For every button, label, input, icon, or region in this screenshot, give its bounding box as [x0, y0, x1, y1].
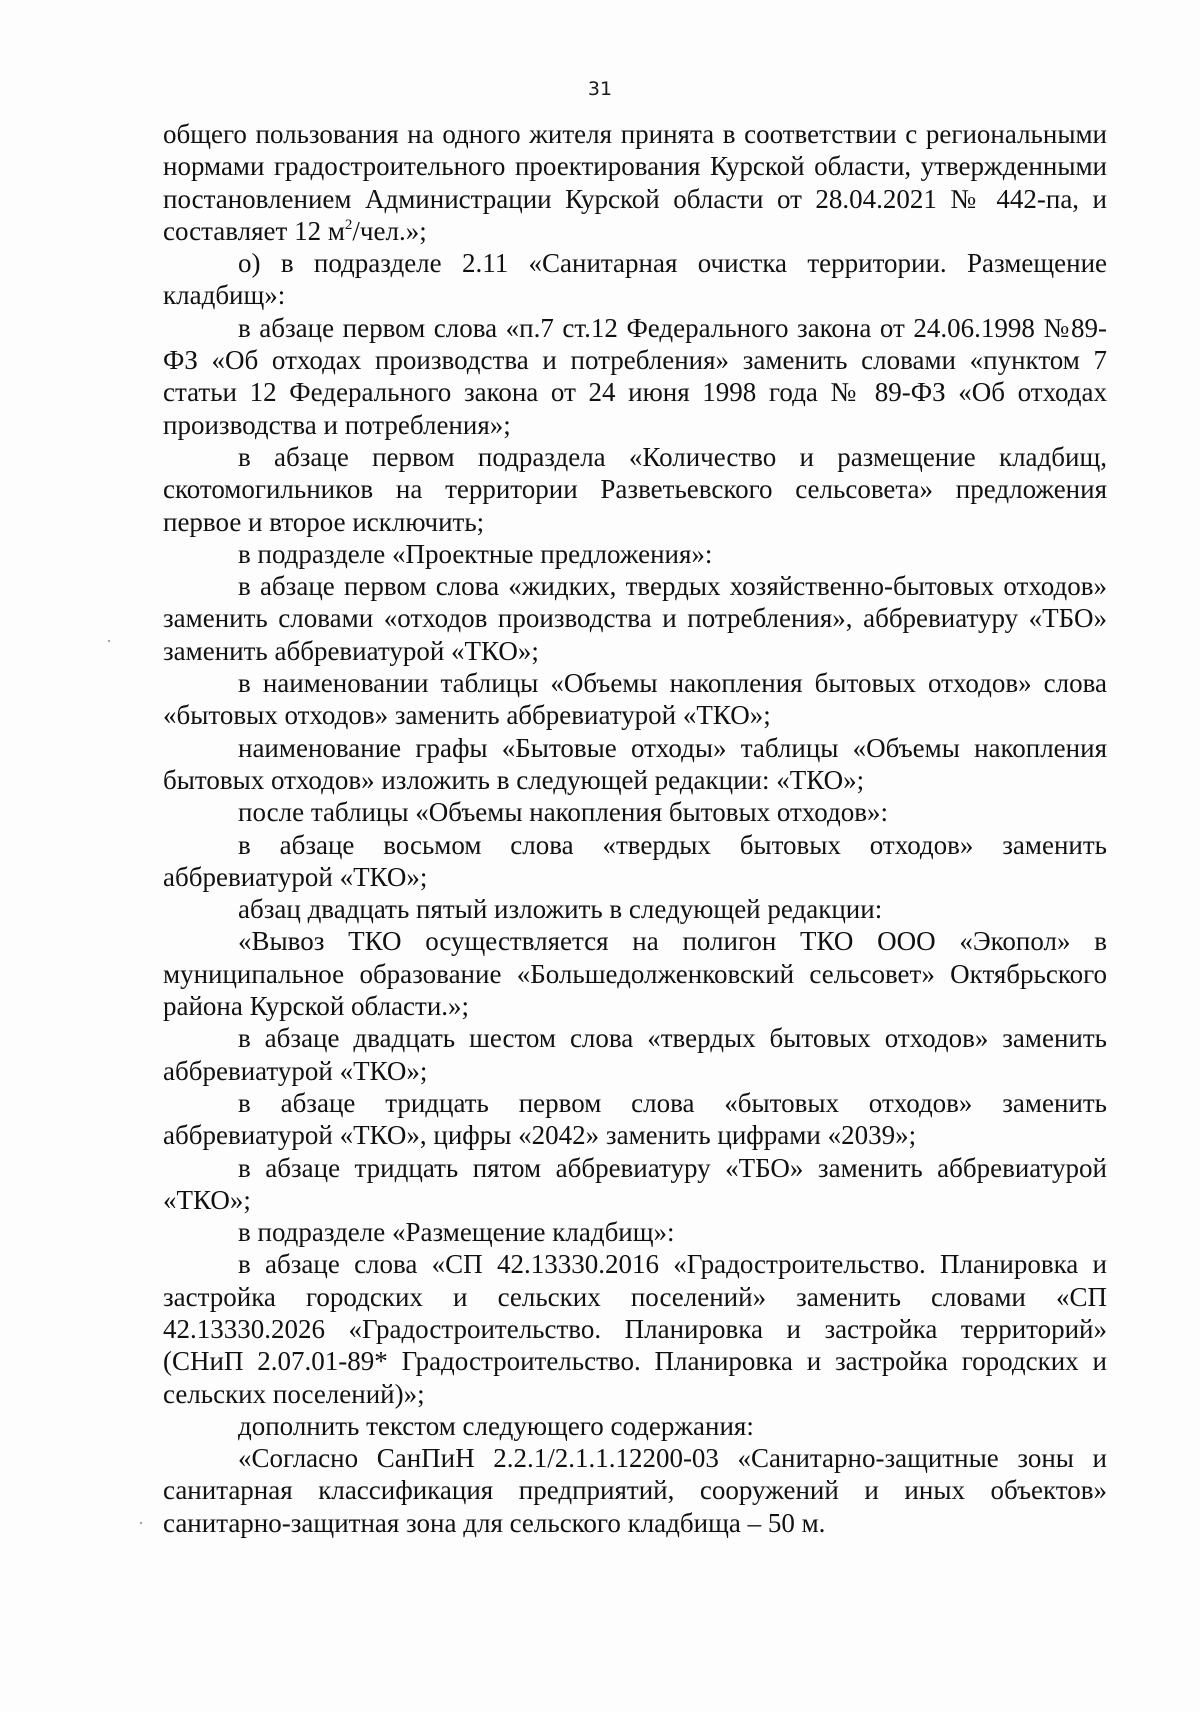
scan-speck — [140, 1522, 142, 1524]
paragraph: абзац двадцать пятый изложить в следующей редакции: — [238, 894, 883, 925]
paragraph: дополнить текстом следующего содержания: — [238, 1410, 754, 1441]
paragraph: в абзаце тридцать пятом аббревиатуру «ТБО» заменить аббревиатурой «ТКО»; — [163, 1152, 1107, 1215]
paragraph-text: /чел.»; — [352, 215, 427, 246]
superscript: 2 — [344, 216, 353, 233]
document-body — [163, 118, 1107, 1539]
paragraph: в абзаце двадцать шестом слова «твердых бытовых отходов» заменить аббревиатурой «ТКО»; — [163, 1023, 1107, 1086]
paragraph: после таблицы «Объемы накопления бытовых отходов»: — [238, 797, 888, 828]
paragraph: в абзаце восьмом слова «твердых бытовых отходов» заменить аббревиатурой «ТКО»; — [163, 829, 1107, 892]
paragraph-quote: «Согласно СанПиН 2.2.1/2.1.1.12200-03 «Санитарно-защитные зоны и санитарная классификация предприятий, сооружений и иных объектов» санитарно-защитная зона для сельского кладбища – 50 м. — [163, 1443, 1107, 1538]
paragraph: в абзаце первом слова «жидких, твердых хозяйственно-бытовых отходов» заменить словами «отходов производства и потребления», аббревиатуру «ТБО» заменить аббревиатурой «ТКО»; — [163, 571, 1107, 666]
paragraph: в подразделе «Проектные предложения»: — [238, 538, 713, 569]
paragraph-quote: «Вывоз ТКО осуществляется на полигон ТКО ООО «Экопол» в муниципальное образование «Большедолженковский сельсовет» Октябрьского района Курской области.»; — [163, 926, 1107, 1022]
paragraph: в абзаце первом слова «п.7 ст.12 Федерального закона от 24.06.1998 №89-ФЗ «Об отходах производства и потребления» заменить словами «пунктом 7 статьи 12 Федерального закона от 24 июня 1998 года № 89-ФЗ «Об отходах производства и потребления»; — [163, 312, 1107, 440]
scan-speck — [108, 640, 110, 642]
paragraph: в абзаце первом подраздела «Количество и размещение кладбищ, скотомогильников на территории Разветьевского сельсовета» предложения первое и второе исключить; — [163, 441, 1107, 537]
paragraph: в наименовании таблицы «Объемы накопления бытовых отходов» слова «бытовых отходов» заменить аббревиатурой «ТКО»; — [163, 668, 1107, 731]
paragraph-text: общего пользования на одного жителя принята в соответствии с региональными нормами градостроительного проектирования Курской области, утвержденными постановлением Администрации Курской области от 28.04.2021 № 442-па, и составляет 12 м — [163, 119, 1107, 246]
paragraph: в подразделе «Размещение кладбищ»: — [238, 1217, 675, 1248]
paragraph: наименование графы «Бытовые отходы» таблицы «Объемы накопления бытовых отходов» изложить в следующей редакции: «ТКО»; — [163, 732, 1107, 795]
page-number: 31 — [587, 78, 613, 100]
paragraph: в абзаце тридцать первом слова «бытовых отходов» заменить аббревиатурой «ТКО», цифры «2042» заменить цифрами «2039»; — [163, 1087, 1107, 1151]
paragraph-continuation — [163, 118, 1107, 247]
paragraph-subsection-2-11: о) в подразделе 2.11 «Санитарная очистка территории. Размещение кладбищ»: — [163, 248, 1107, 311]
paragraph: в абзаце слова «СП 42.13330.2016 «Градостроительство. Планировка и застройка городских и сельских поселений» заменить словами «СП 42.13330.2026 «Градостроительство. Планировка и застройка территорий» (СНиП 2.07.01-89* Градостроительство. Планировка и застройка городских и сельских поселений)»; — [163, 1249, 1107, 1409]
